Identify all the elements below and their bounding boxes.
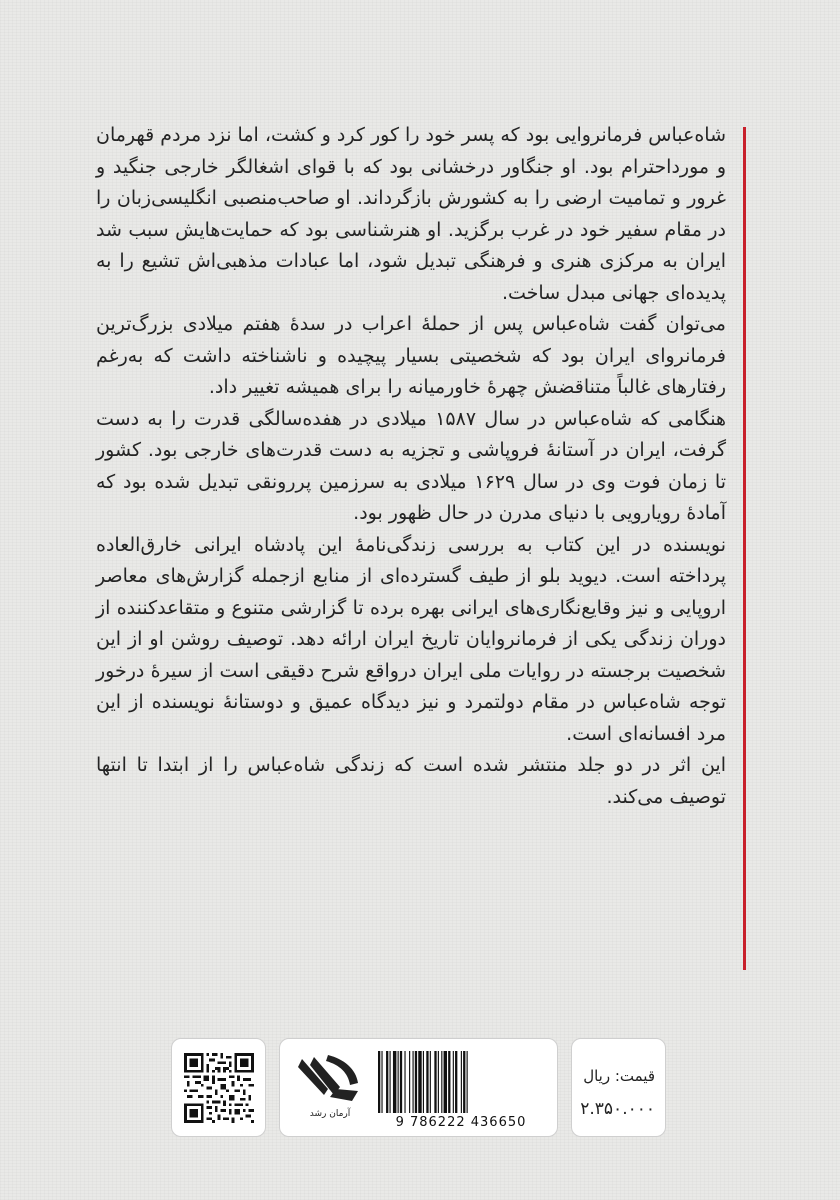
barcode-box	[279, 1038, 558, 1137]
barcode-icon	[376, 1051, 546, 1113]
description-paragraph: هنگامی که شاه‌عباس در سال ۱۵۸۷ میلادی در هفده‌سالگی قدرت را به دست گرفت، ایران در آستانهٔ فروپاشی و تجزیه به دست قدرت‌های خارجی بود. کشور تا زمان فوت وی در سال ۱۶۲۹ میلادی به سرزمین پررونقی تبدیل شده بود که آمادهٔ رویارویی با دنیای مدرن در حال ظهور بود.	[96, 407, 726, 524]
qr-code-box	[171, 1038, 266, 1137]
description-paragraph: شاه‌عباس فرمانروایی بود که پسر خود را کور کرد و کشت، اما نزد مردم قهرمان و مورداحترام بود. او جنگاور درخشانی بود که با قوای اشغالگر خارجی جنگید و غرور و تمامیت ارضی را به کشورش بازگرداند. او صاحب‌منصبی انگلیسی‌زبان را در مقام سفیر خود در غرب برگزید. او هنرشناسی بود که حمایت‌هایش سبب شد ایران به مرکزی هنری و فرهنگی تبدیل شود، اما عبادات مذهبی‌اش تشیع را به پدیده‌ای جهانی مبدل ساخت.	[96, 124, 726, 304]
description-paragraph: نویسنده در این کتاب به بررسی زندگی‌نامهٔ این پادشاه ایرانی خارق‌العاده پرداخته است. دیوید بلو از طیف گسترده‌ای از منابع ازجمله گزارش‌های معاصر اروپایی و نیز وقایع‌نگاری‌های ایرانی بهره برده تا گزارشی متنوع و متقاعدکننده از دوران زندگی یکی از فرمانروایان تاریخ ایران ارائه دهد. توصیف روشن او از این شخصیت برجسته در روایات ملی ایران درواقع شرح دقیقی است از سیرهٔ درخور توجه شاه‌عباس در مقام دولتمرد و نیز دیدگاه عمیق و دوستانهٔ نویسنده از این مرد افسانه‌ای است.	[96, 533, 726, 745]
publisher-logo	[292, 1051, 368, 1129]
publisher-name: آرمان رشد	[309, 1109, 351, 1119]
description-paragraph: می‌توان گفت شاه‌عباس پس از حملهٔ اعراب در سدهٔ هفتم میلادی بزرگ‌ترین فرمانروای ایران بود که شخصیتی بسیار پیچیده و ناشناخته داشت که به‌رغم رفتارهای غالباً متناقضش چهرهٔ خاورمیانه را برای همیشه تغییر داد.	[96, 313, 726, 398]
qr-code-icon	[184, 1053, 254, 1123]
price-value: ۲.۳۵۰.۰۰۰	[580, 1099, 655, 1119]
isbn-number: 9 786222 436650	[395, 1115, 527, 1130]
back-cover-description	[96, 120, 726, 813]
accent-line	[743, 127, 746, 970]
price-label: قیمت: ریال	[583, 1067, 655, 1085]
price-box	[571, 1038, 666, 1137]
description-paragraph: این اثر در دو جلد منتشر شده است که زندگی شاه‌عباس را از ابتدا تا انتها توصیف می‌کند.	[96, 754, 726, 808]
publisher-logo-icon	[292, 1051, 368, 1107]
